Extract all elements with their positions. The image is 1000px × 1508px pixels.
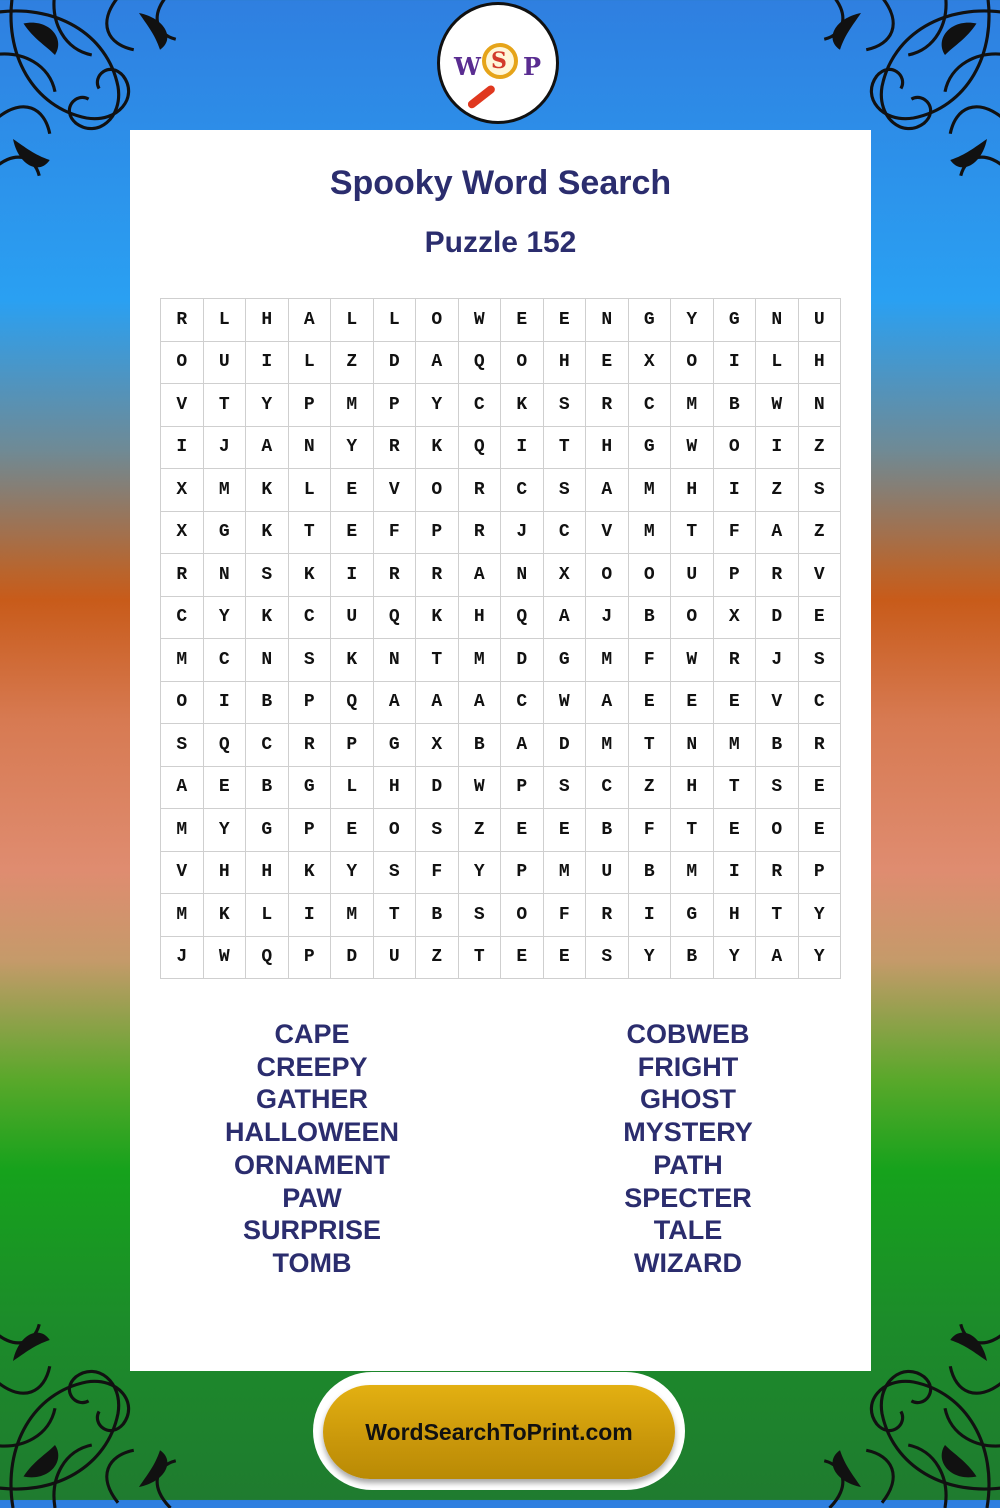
grid-cell: J [756,639,799,682]
grid-cell: H [374,767,417,810]
grid-cell: L [331,299,374,342]
grid-cell: M [586,639,629,682]
grid-cell: M [544,852,587,895]
grid-cell: Z [331,342,374,385]
grid-cell: K [246,469,289,512]
grid-cell: M [161,809,204,852]
grid-cell: K [416,427,459,470]
grid-cell: R [714,639,757,682]
grid-cell: Y [204,597,247,640]
logo-letter-p: P [522,52,541,81]
grid-cell: I [714,469,757,512]
grid-cell: O [416,299,459,342]
grid-cell: R [459,512,502,555]
word-list-item: FRIGHT [637,1051,739,1082]
grid-cell: F [416,852,459,895]
grid-cell: G [629,427,672,470]
word-list-item: CREEPY [256,1051,368,1082]
grid-cell: D [331,937,374,980]
grid-cell: A [586,682,629,725]
grid-cell: K [331,639,374,682]
grid-cell: E [331,512,374,555]
puzzle-card [130,130,871,1371]
magnifier-handle [466,84,496,110]
grid-cell: T [204,384,247,427]
grid-cell: L [331,767,374,810]
grid-cell: W [544,682,587,725]
grid-cell: T [671,512,714,555]
grid-cell: B [586,809,629,852]
grid-cell: I [246,342,289,385]
grid-cell: M [671,852,714,895]
grid-cell: Z [416,937,459,980]
grid-cell: R [586,384,629,427]
grid-cell: R [374,554,417,597]
grid-cell: K [289,554,332,597]
grid-cell: U [331,597,374,640]
grid-cell: C [289,597,332,640]
grid-cell: V [161,384,204,427]
grid-cell: X [416,724,459,767]
grid-cell: S [799,639,842,682]
grid-cell: O [501,342,544,385]
grid-cell: A [544,597,587,640]
grid-cell: H [544,342,587,385]
grid-cell: M [714,724,757,767]
grid-cell: M [629,469,672,512]
grid-cell: I [501,427,544,470]
grid-cell: D [756,597,799,640]
grid-cell: A [459,682,502,725]
grid-cell: D [501,639,544,682]
grid-cell: D [374,342,417,385]
grid-cell: X [714,597,757,640]
grid-cell: A [756,937,799,980]
grid-cell: E [586,342,629,385]
grid-cell: S [756,767,799,810]
grid-cell: B [246,682,289,725]
grid-cell: B [629,597,672,640]
grid-cell: B [416,894,459,937]
grid-cell: B [459,724,502,767]
grid-cell: O [629,554,672,597]
grid-cell: M [204,469,247,512]
grid-cell: G [714,299,757,342]
grid-cell: E [331,469,374,512]
grid-cell: X [161,512,204,555]
grid-cell: H [799,342,842,385]
grid-cell: C [629,384,672,427]
grid-cell: M [331,894,374,937]
grid-cell: T [629,724,672,767]
grid-cell: A [501,724,544,767]
grid-cell: N [756,299,799,342]
grid-cell: Y [459,852,502,895]
grid-cell: X [161,469,204,512]
grid-cell: T [374,894,417,937]
grid-cell: E [501,299,544,342]
grid-cell: J [586,597,629,640]
grid-cell: Y [331,427,374,470]
grid-cell: C [161,597,204,640]
grid-cell: N [799,384,842,427]
grid-cell: T [671,809,714,852]
grid-cell: E [714,682,757,725]
grid-cell: T [756,894,799,937]
grid-cell: T [544,427,587,470]
grid-cell: O [374,809,417,852]
grid-cell: Y [714,937,757,980]
grid-cell: C [501,682,544,725]
grid-cell: W [459,767,502,810]
grid-cell: U [586,852,629,895]
grid-cell: X [629,342,672,385]
grid-cell: L [374,299,417,342]
grid-cell: U [799,299,842,342]
grid-cell: H [246,852,289,895]
grid-cell: C [501,469,544,512]
grid-cell: Y [799,894,842,937]
grid-cell: E [799,809,842,852]
grid-cell: I [714,852,757,895]
grid-cell: K [204,894,247,937]
word-list-right [538,1018,838,1280]
grid-cell: L [756,342,799,385]
grid-cell: E [629,682,672,725]
grid-cell: R [756,554,799,597]
word-list-item: CAPE [274,1019,350,1049]
grid-cell: W [671,427,714,470]
grid-cell: P [331,724,374,767]
grid-cell: L [289,469,332,512]
grid-cell: W [459,299,502,342]
grid-cell: U [204,342,247,385]
grid-cell: F [629,809,672,852]
grid-cell: R [799,724,842,767]
grid-cell: B [629,852,672,895]
grid-cell: G [289,767,332,810]
grid-cell: E [204,767,247,810]
grid-cell: G [629,299,672,342]
grid-cell: G [374,724,417,767]
grid-cell: E [799,597,842,640]
grid-cell: S [289,639,332,682]
word-list-item: TOMB [272,1247,352,1278]
grid-cell: N [586,299,629,342]
grid-cell: O [586,554,629,597]
grid-cell: E [544,937,587,980]
grid-cell: A [586,469,629,512]
grid-cell: H [714,894,757,937]
grid-cell: S [544,767,587,810]
grid-cell: S [374,852,417,895]
grid-cell: J [204,427,247,470]
grid-cell: S [799,469,842,512]
grid-cell: N [374,639,417,682]
grid-cell: T [459,937,502,980]
grid-cell: H [671,469,714,512]
grid-cell: Z [799,427,842,470]
grid-cell: P [289,809,332,852]
grid-cell: K [501,384,544,427]
grid-cell: O [714,427,757,470]
grid-cell: E [501,937,544,980]
grid-cell: P [416,512,459,555]
grid-cell: N [671,724,714,767]
grid-cell: E [799,767,842,810]
word-list-item: COBWEB [626,1019,750,1049]
grid-cell: Z [629,767,672,810]
grid-cell: R [459,469,502,512]
grid-cell: S [544,384,587,427]
grid-cell: E [544,809,587,852]
word-list-item: ORNAMENT [234,1149,390,1180]
grid-cell: O [501,894,544,937]
grid-cell: H [246,299,289,342]
grid-cell: H [459,597,502,640]
word-list-item: HALLOWEEN [225,1117,399,1148]
grid-cell: I [204,682,247,725]
grid-cell: R [374,427,417,470]
grid-cell: M [586,724,629,767]
grid-cell: Z [799,512,842,555]
grid-cell: R [586,894,629,937]
grid-cell: W [204,937,247,980]
grid-cell: Y [799,937,842,980]
word-list-item: PATH [653,1149,723,1180]
grid-cell: U [374,937,417,980]
grid-cell: I [161,427,204,470]
grid-cell: L [204,299,247,342]
grid-cell: P [799,852,842,895]
grid-cell: T [714,767,757,810]
grid-cell: W [671,639,714,682]
grid-cell: Q [501,597,544,640]
grid-cell: M [671,384,714,427]
grid-cell: Q [331,682,374,725]
grid-cell: Q [204,724,247,767]
grid-cell: N [246,639,289,682]
grid-cell: A [161,767,204,810]
grid-cell: A [756,512,799,555]
grid-cell: Q [374,597,417,640]
grid-cell: J [161,937,204,980]
grid-cell: O [671,342,714,385]
grid-cell: M [161,894,204,937]
grid-cell: H [204,852,247,895]
grid-cell: Y [629,937,672,980]
logo-letter-s: S [491,48,507,74]
grid-cell: O [416,469,459,512]
grid-cell: N [289,427,332,470]
grid-cell: R [161,554,204,597]
grid-cell: J [501,512,544,555]
grid-cell: P [714,554,757,597]
grid-cell: C [459,384,502,427]
grid-cell: O [756,809,799,852]
grid-cell: V [756,682,799,725]
grid-cell: S [586,937,629,980]
grid-cell: K [416,597,459,640]
grid-cell: A [246,427,289,470]
puzzle-number: Puzzle 152 [424,226,577,259]
grid-cell: T [289,512,332,555]
grid-cell: S [544,469,587,512]
grid-cell: S [161,724,204,767]
page-title: Spooky Word Search [329,164,672,202]
grid-cell: P [501,767,544,810]
wsp-logo [437,2,559,124]
grid-cell: K [246,597,289,640]
grid-cell: G [671,894,714,937]
grid-cell: I [756,427,799,470]
grid-cell: Y [671,299,714,342]
grid-cell: W [756,384,799,427]
grid-cell: S [416,809,459,852]
grid-cell: G [246,809,289,852]
grid-cell: F [714,512,757,555]
word-list-item: SPECTER [624,1182,752,1213]
word-list-left [162,1018,462,1280]
grid-cell: X [544,554,587,597]
grid-cell: M [331,384,374,427]
grid-cell: E [714,809,757,852]
grid-cell: C [246,724,289,767]
word-list-item: PAW [282,1182,342,1213]
word-list-item: GATHER [256,1084,368,1115]
grid-cell: D [544,724,587,767]
grid-cell: P [374,384,417,427]
grid-cell: C [544,512,587,555]
grid-cell: V [799,554,842,597]
grid-cell: E [501,809,544,852]
grid-cell: G [204,512,247,555]
grid-cell: S [459,894,502,937]
grid-cell: I [289,894,332,937]
word-list-item: WIZARD [634,1247,742,1278]
grid-cell: E [671,682,714,725]
grid-cell: F [629,639,672,682]
grid-cell: C [799,682,842,725]
grid-cell: Z [756,469,799,512]
grid-cell: Y [416,384,459,427]
grid-cell: K [289,852,332,895]
grid-cell: P [289,384,332,427]
grid-cell: H [671,767,714,810]
grid-cell: G [544,639,587,682]
grid-cell: P [289,937,332,980]
grid-cell: B [714,384,757,427]
word-list-item: GHOST [639,1084,736,1115]
grid-cell: U [671,554,714,597]
grid-cell: V [374,469,417,512]
grid-cell: T [416,639,459,682]
grid-cell: P [501,852,544,895]
word-list-item: SURPRISE [242,1215,382,1246]
grid-cell: Y [331,852,374,895]
grid-cell: R [416,554,459,597]
grid-cell: R [756,852,799,895]
grid-cell: E [331,809,374,852]
grid-cell: A [416,682,459,725]
grid-cell: P [289,682,332,725]
grid-cell: M [459,639,502,682]
grid-cell: R [161,299,204,342]
grid-cell: O [161,342,204,385]
grid-cell: R [289,724,332,767]
grid-cell: N [501,554,544,597]
grid-cell: I [331,554,374,597]
grid-cell: O [671,597,714,640]
grid-cell: N [204,554,247,597]
word-list-item: TALE [653,1215,723,1246]
grid-cell: H [586,427,629,470]
grid-cell: C [204,639,247,682]
grid-cell: F [544,894,587,937]
grid-cell: F [374,512,417,555]
grid-cell: M [161,639,204,682]
grid-cell: A [459,554,502,597]
grid-cell: E [544,299,587,342]
grid-cell: Q [459,342,502,385]
logo-letter-w: W [454,52,481,81]
grid-cell: A [416,342,459,385]
website-link-button[interactable]: WordSearchToPrint.com [323,1385,675,1479]
grid-cell: B [246,767,289,810]
word-list-item: MYSTERY [623,1117,753,1148]
letter-grid [160,298,841,979]
grid-cell: V [161,852,204,895]
grid-cell: B [671,937,714,980]
grid-cell: I [629,894,672,937]
grid-cell: B [756,724,799,767]
grid-cell: M [629,512,672,555]
grid-cell: Q [246,937,289,980]
grid-cell: D [416,767,459,810]
grid-cell: A [374,682,417,725]
grid-cell: I [714,342,757,385]
grid-cell: O [161,682,204,725]
grid-cell: K [246,512,289,555]
grid-cell: L [289,342,332,385]
grid-cell: Y [246,384,289,427]
grid-cell: Q [459,427,502,470]
grid-cell: S [246,554,289,597]
grid-cell: L [246,894,289,937]
grid-cell: C [586,767,629,810]
grid-cell: A [289,299,332,342]
grid-cell: V [586,512,629,555]
grid-cell: Z [459,809,502,852]
grid-cell: Y [204,809,247,852]
